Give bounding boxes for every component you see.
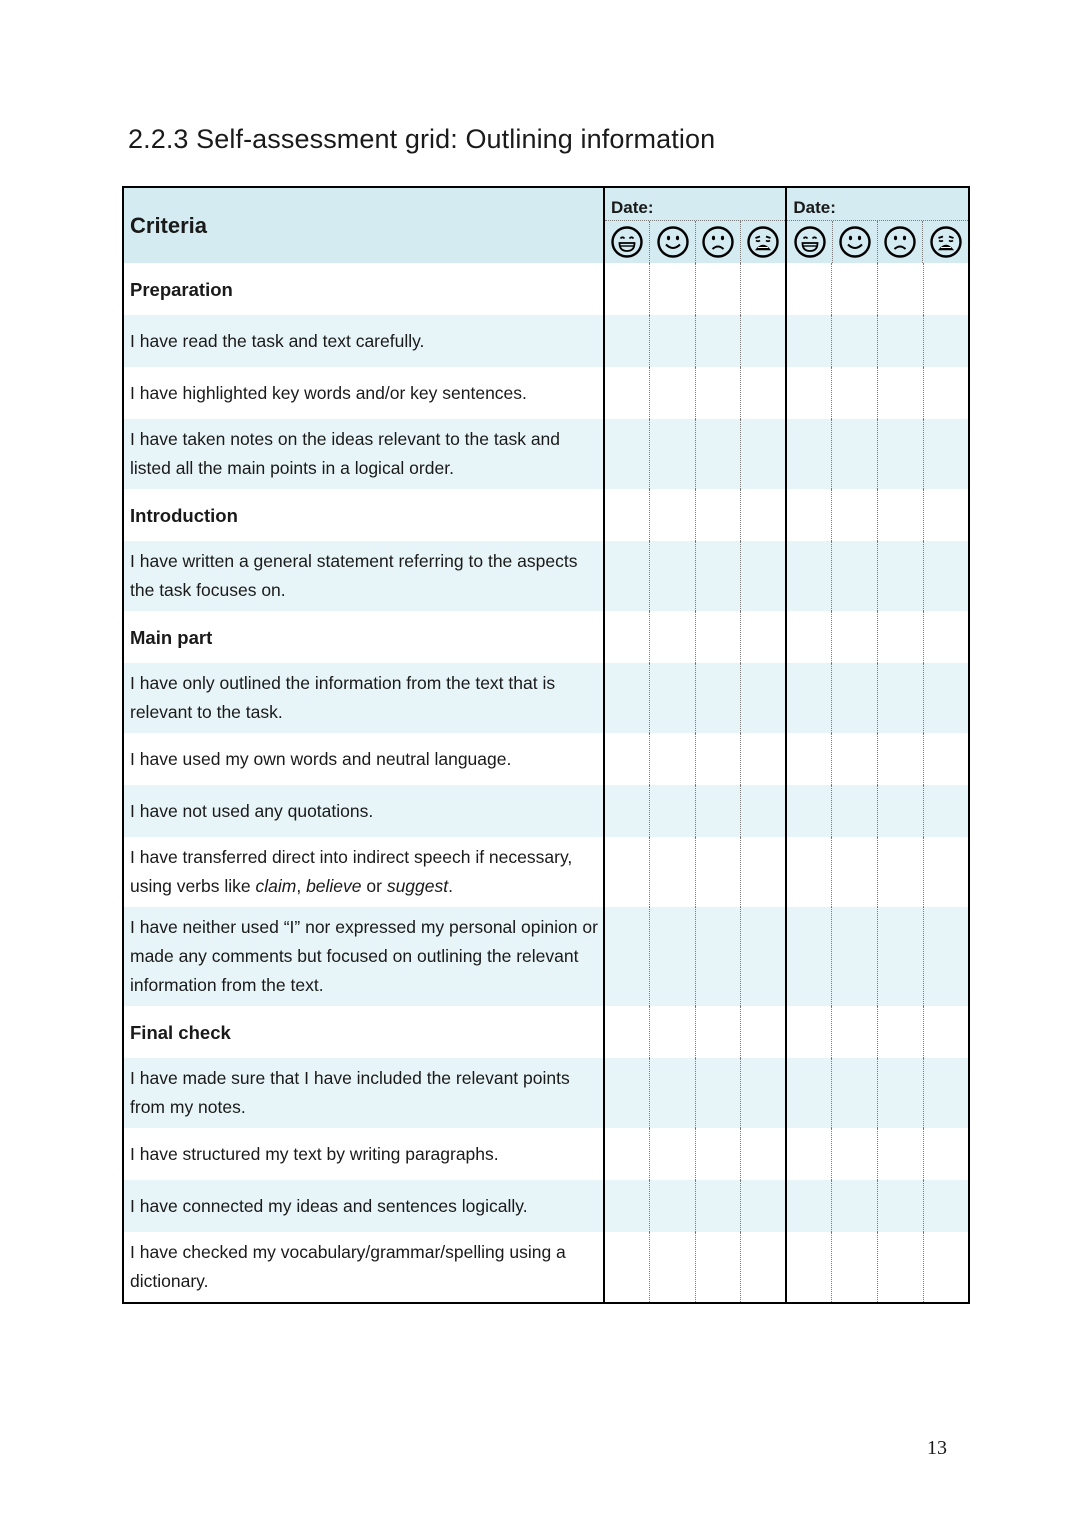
rating-cell[interactable] bbox=[604, 1006, 650, 1058]
date-label: Date: bbox=[611, 198, 654, 217]
rating-cell[interactable] bbox=[923, 315, 969, 367]
rating-cell[interactable] bbox=[832, 541, 878, 611]
header-row bbox=[123, 187, 969, 263]
rating-cell[interactable] bbox=[604, 419, 650, 489]
rating-cell[interactable] bbox=[604, 1232, 650, 1303]
happy-face-icon bbox=[832, 221, 877, 263]
rating-cell[interactable] bbox=[650, 837, 696, 907]
rating-cell[interactable] bbox=[604, 663, 650, 733]
rating-cell[interactable] bbox=[786, 315, 832, 367]
rating-cell[interactable] bbox=[878, 1128, 924, 1180]
section-row bbox=[123, 489, 969, 541]
rating-cell[interactable] bbox=[832, 837, 878, 907]
rating-cell[interactable] bbox=[695, 785, 741, 837]
rating-cell[interactable] bbox=[878, 663, 924, 733]
rating-cell[interactable] bbox=[741, 367, 787, 419]
rating-cell[interactable] bbox=[741, 663, 787, 733]
rating-cell[interactable] bbox=[695, 1058, 741, 1128]
criterion-row bbox=[123, 541, 969, 611]
rating-cell[interactable] bbox=[832, 785, 878, 837]
rating-cell[interactable] bbox=[878, 315, 924, 367]
rating-cell[interactable] bbox=[923, 1232, 969, 1303]
rating-cell[interactable] bbox=[923, 907, 969, 1006]
rating-cell[interactable] bbox=[832, 419, 878, 489]
rating-cell[interactable] bbox=[741, 1128, 787, 1180]
rating-cell[interactable] bbox=[832, 1006, 878, 1058]
rating-cell[interactable] bbox=[741, 1232, 787, 1303]
rating-cell[interactable] bbox=[695, 541, 741, 611]
rating-cell[interactable] bbox=[695, 663, 741, 733]
rating-cell[interactable] bbox=[878, 541, 924, 611]
rating-faces bbox=[787, 220, 967, 263]
criterion-row bbox=[123, 1232, 969, 1303]
rating-cell[interactable] bbox=[878, 1180, 924, 1232]
rating-cell[interactable] bbox=[604, 489, 650, 541]
rating-cell[interactable] bbox=[923, 837, 969, 907]
rating-cell[interactable] bbox=[923, 419, 969, 489]
rating-cell[interactable] bbox=[604, 1058, 650, 1128]
criterion-text: I have not used any quotations. bbox=[123, 785, 604, 837]
rating-cell[interactable] bbox=[786, 785, 832, 837]
rating-cell[interactable] bbox=[650, 785, 696, 837]
rating-cell[interactable] bbox=[832, 1058, 878, 1128]
rating-cell[interactable] bbox=[923, 263, 969, 315]
rating-cell[interactable] bbox=[923, 367, 969, 419]
rating-cell[interactable] bbox=[695, 611, 741, 663]
rating-cell[interactable] bbox=[650, 1232, 696, 1303]
rating-faces bbox=[605, 220, 785, 263]
criterion-text: I have connected my ideas and sentences logically. bbox=[123, 1180, 604, 1232]
rating-cell[interactable] bbox=[650, 611, 696, 663]
rating-cell[interactable] bbox=[604, 1180, 650, 1232]
rating-cell[interactable] bbox=[786, 733, 832, 785]
date-block-1 bbox=[604, 187, 786, 263]
rating-cell[interactable] bbox=[786, 489, 832, 541]
rating-cell[interactable] bbox=[786, 611, 832, 663]
rating-cell[interactable] bbox=[832, 733, 878, 785]
rating-cell[interactable] bbox=[741, 1180, 787, 1232]
rating-cell[interactable] bbox=[604, 367, 650, 419]
criterion-row bbox=[123, 1180, 969, 1232]
rating-cell[interactable] bbox=[923, 1180, 969, 1232]
rating-cell[interactable] bbox=[786, 1180, 832, 1232]
sad-face-icon bbox=[695, 221, 740, 263]
rating-cell[interactable] bbox=[741, 315, 787, 367]
rating-cell[interactable] bbox=[878, 733, 924, 785]
rating-cell[interactable] bbox=[695, 315, 741, 367]
very-sad-face-icon bbox=[740, 221, 785, 263]
criterion-text: I have used my own words and neutral language. bbox=[123, 733, 604, 785]
rating-cell[interactable] bbox=[695, 419, 741, 489]
rating-cell[interactable] bbox=[741, 611, 787, 663]
rating-cell[interactable] bbox=[878, 611, 924, 663]
rating-cell[interactable] bbox=[650, 1006, 696, 1058]
section-heading: Preparation bbox=[123, 263, 604, 315]
rating-cell[interactable] bbox=[786, 1006, 832, 1058]
rating-cell[interactable] bbox=[695, 263, 741, 315]
criterion-text: I have highlighted key words and/or key sentences. bbox=[123, 367, 604, 419]
rating-cell[interactable] bbox=[604, 541, 650, 611]
criterion-text: I have written a general statement referring to the aspects the task focuses on. bbox=[123, 541, 604, 611]
page-number: 13 bbox=[927, 1437, 947, 1459]
rating-cell[interactable] bbox=[832, 1232, 878, 1303]
criterion-row bbox=[123, 1128, 969, 1180]
rating-cell[interactable] bbox=[878, 419, 924, 489]
rating-cell[interactable] bbox=[878, 367, 924, 419]
rating-cell[interactable] bbox=[604, 837, 650, 907]
rating-cell[interactable] bbox=[786, 541, 832, 611]
rating-cell[interactable] bbox=[741, 541, 787, 611]
criterion-text: I have neither used “I” nor expressed my personal opinion or made any comments but focused on outlining the relevant information from the text. bbox=[123, 907, 604, 1006]
rating-cell[interactable] bbox=[650, 489, 696, 541]
rating-cell[interactable] bbox=[695, 1006, 741, 1058]
rating-cell[interactable] bbox=[832, 315, 878, 367]
rating-cell[interactable] bbox=[878, 263, 924, 315]
rating-cell[interactable] bbox=[878, 1232, 924, 1303]
rating-cell[interactable] bbox=[923, 663, 969, 733]
rating-cell[interactable] bbox=[604, 263, 650, 315]
criterion-text: I have made sure that I have included the relevant points from my notes. bbox=[123, 1058, 604, 1128]
rating-cell[interactable] bbox=[878, 1058, 924, 1128]
rating-cell[interactable] bbox=[832, 367, 878, 419]
rating-cell[interactable] bbox=[650, 315, 696, 367]
criterion-row bbox=[123, 907, 969, 1006]
criterion-row bbox=[123, 1058, 969, 1128]
rating-cell[interactable] bbox=[786, 907, 832, 1006]
rating-cell[interactable] bbox=[923, 733, 969, 785]
rating-cell[interactable] bbox=[741, 837, 787, 907]
section-row bbox=[123, 611, 969, 663]
rating-cell[interactable] bbox=[832, 1180, 878, 1232]
rating-cell[interactable] bbox=[923, 611, 969, 663]
rating-cell[interactable] bbox=[650, 907, 696, 1006]
rating-cell[interactable] bbox=[878, 907, 924, 1006]
criterion-row bbox=[123, 785, 969, 837]
rating-cell[interactable] bbox=[923, 1128, 969, 1180]
rating-cell[interactable] bbox=[741, 489, 787, 541]
rating-cell[interactable] bbox=[786, 1058, 832, 1128]
rating-cell[interactable] bbox=[786, 1128, 832, 1180]
rating-cell[interactable] bbox=[832, 663, 878, 733]
rating-cell[interactable] bbox=[832, 489, 878, 541]
rating-cell[interactable] bbox=[650, 263, 696, 315]
criterion-row bbox=[123, 315, 969, 367]
rating-cell[interactable] bbox=[650, 419, 696, 489]
rating-cell[interactable] bbox=[650, 1180, 696, 1232]
rating-cell[interactable] bbox=[741, 1006, 787, 1058]
rating-cell[interactable] bbox=[604, 611, 650, 663]
rating-cell[interactable] bbox=[650, 663, 696, 733]
rating-cell[interactable] bbox=[786, 837, 832, 907]
rating-cell[interactable] bbox=[832, 611, 878, 663]
sad-face-icon bbox=[877, 221, 922, 263]
happy-face-icon bbox=[649, 221, 694, 263]
rating-cell[interactable] bbox=[741, 907, 787, 1006]
criterion-text: I have checked my vocabulary/grammar/spelling using a dictionary. bbox=[123, 1232, 604, 1303]
rating-cell[interactable] bbox=[695, 1180, 741, 1232]
rating-cell[interactable] bbox=[604, 315, 650, 367]
rating-cell[interactable] bbox=[695, 1128, 741, 1180]
rating-cell[interactable] bbox=[741, 785, 787, 837]
rating-cell[interactable] bbox=[695, 907, 741, 1006]
section-heading: Main part bbox=[123, 611, 604, 663]
rating-cell[interactable] bbox=[786, 419, 832, 489]
rating-cell[interactable] bbox=[741, 419, 787, 489]
criterion-text: I have taken notes on the ideas relevant to the task and listed all the main points in a logical order. bbox=[123, 419, 604, 489]
rating-cell[interactable] bbox=[650, 1058, 696, 1128]
section-row bbox=[123, 263, 969, 315]
rating-cell[interactable] bbox=[786, 1232, 832, 1303]
rating-cell[interactable] bbox=[786, 663, 832, 733]
rating-cell[interactable] bbox=[923, 785, 969, 837]
rating-cell[interactable] bbox=[741, 263, 787, 315]
criterion-row bbox=[123, 837, 969, 907]
section-heading: Introduction bbox=[123, 489, 604, 541]
criterion-text: I have transferred direct into indirect speech if necessary, using verbs like claim, believe or suggest. bbox=[123, 837, 604, 907]
rating-cell[interactable] bbox=[786, 263, 832, 315]
criterion-text: I have structured my text by writing paragraphs. bbox=[123, 1128, 604, 1180]
date-block-2 bbox=[786, 187, 968, 263]
rating-cell[interactable] bbox=[695, 733, 741, 785]
very-happy-face-icon bbox=[787, 221, 831, 263]
very-sad-face-icon bbox=[922, 221, 967, 263]
criterion-text: I have only outlined the information from the text that is relevant to the task. bbox=[123, 663, 604, 733]
rating-cell[interactable] bbox=[832, 1128, 878, 1180]
page-heading: 2.2.3 Self-assessment grid: Outlining information bbox=[128, 124, 716, 154]
section-row bbox=[123, 1006, 969, 1058]
rating-cell[interactable] bbox=[695, 489, 741, 541]
rating-cell[interactable] bbox=[695, 1232, 741, 1303]
section-heading: Final check bbox=[123, 1006, 604, 1058]
rating-cell[interactable] bbox=[741, 1058, 787, 1128]
very-happy-face-icon bbox=[605, 221, 649, 263]
rating-cell[interactable] bbox=[878, 785, 924, 837]
rating-cell[interactable] bbox=[923, 1058, 969, 1128]
criterion-row bbox=[123, 367, 969, 419]
rating-cell[interactable] bbox=[650, 367, 696, 419]
rating-cell[interactable] bbox=[604, 785, 650, 837]
rating-cell[interactable] bbox=[878, 1006, 924, 1058]
rating-cell[interactable] bbox=[650, 733, 696, 785]
rating-cell[interactable] bbox=[923, 489, 969, 541]
rating-cell[interactable] bbox=[604, 907, 650, 1006]
criteria-header: Criteria bbox=[123, 187, 604, 263]
self-assessment-grid bbox=[122, 186, 970, 1304]
date-label: Date: bbox=[793, 198, 836, 217]
rating-cell[interactable] bbox=[604, 733, 650, 785]
criterion-text: I have read the task and text carefully. bbox=[123, 315, 604, 367]
rating-cell[interactable] bbox=[878, 489, 924, 541]
rating-cell[interactable] bbox=[695, 367, 741, 419]
criterion-row bbox=[123, 663, 969, 733]
rating-cell[interactable] bbox=[741, 733, 787, 785]
rating-cell[interactable] bbox=[923, 541, 969, 611]
rating-cell[interactable] bbox=[832, 907, 878, 1006]
rating-cell[interactable] bbox=[832, 263, 878, 315]
rating-cell[interactable] bbox=[604, 1128, 650, 1180]
rating-cell[interactable] bbox=[650, 1128, 696, 1180]
rating-cell[interactable] bbox=[650, 541, 696, 611]
rating-cell[interactable] bbox=[878, 837, 924, 907]
rating-cell[interactable] bbox=[695, 837, 741, 907]
rating-cell[interactable] bbox=[923, 1006, 969, 1058]
criterion-row bbox=[123, 733, 969, 785]
rating-cell[interactable] bbox=[786, 367, 832, 419]
criterion-row bbox=[123, 419, 969, 489]
